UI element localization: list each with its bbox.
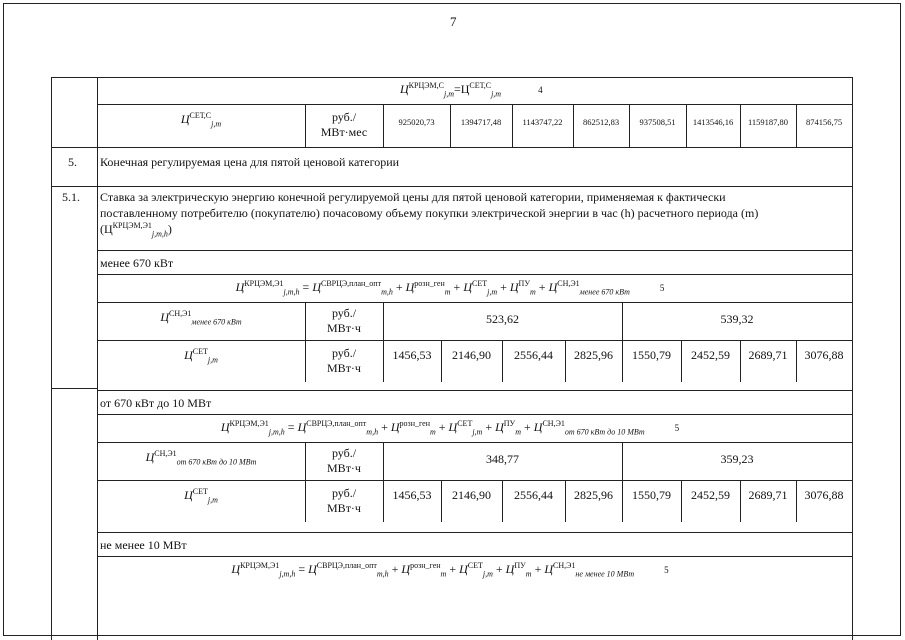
tier1-heading: менее 670 кВт [100, 256, 174, 270]
subscript [430, 427, 436, 436]
tier1-row-set-unit [305, 346, 383, 376]
symbol: Ц [459, 562, 468, 576]
symbol: Ц [308, 562, 317, 576]
section-5-1-text-line3: $(Ц^{КРЦЭМ,Э1}_{j,m,h})$ [100, 221, 172, 239]
superscript: СЕТ [467, 561, 483, 570]
superscript: ПУ [503, 419, 516, 428]
subscript-text: m [530, 287, 536, 297]
value-cell: 3076,88 [804, 488, 844, 502]
symbol: Ц [235, 280, 245, 294]
value-cell: 2556,44 [514, 348, 553, 362]
subscript-text: m,h [376, 569, 389, 579]
section-5-1-text-line1: Ставка за электрическую энергию конечной регулируемой цены для пятой ценовой категории, применяемая к фактически [100, 190, 726, 204]
superscript: СВРЦЭ,план_опт [321, 279, 382, 288]
operator: + [391, 562, 399, 576]
superscript: СВРЦЭ,план_опт [316, 561, 377, 570]
divider [97, 414, 852, 415]
symbol: Ц [448, 420, 458, 434]
operator: + [453, 280, 461, 294]
subscript-text: от 670 кВт до 10 МВт [176, 457, 257, 467]
operator: + [449, 562, 457, 576]
table-left-border [51, 77, 52, 640]
superscript: СН,Э1 [169, 309, 192, 318]
tier3-heading: не менее 10 МВт [100, 538, 187, 552]
subscript-text: j,m,h [279, 569, 296, 579]
tier3-formula [150, 562, 750, 577]
value-cell: 1550,79 [632, 488, 671, 502]
value-cell: 2689,71 [748, 348, 788, 362]
divider [51, 388, 97, 389]
superscript: СН,Э1 [542, 419, 565, 428]
superscript: СН,Э1 [553, 561, 576, 570]
subscript-text: j,m [487, 287, 498, 297]
value-cell: 862512,83 [582, 117, 620, 127]
operator: + [534, 562, 542, 576]
superscript: КРЦЭМ,Э1 [229, 419, 269, 428]
value-cell: 3076,88 [804, 348, 844, 362]
subscript [472, 427, 482, 436]
subscript-text: от 670 кВт до 10 МВт [564, 427, 645, 437]
subscript-text: j,m [207, 355, 218, 365]
subscript [441, 569, 447, 578]
subscript-text: не менее 10 МВт [575, 569, 635, 579]
symbol: Ц [390, 420, 400, 434]
subscript [530, 287, 536, 296]
subscript [483, 569, 493, 578]
divider [97, 442, 852, 443]
value-cell: 2146,90 [452, 488, 491, 502]
tier2-heading: от 670 кВт до 10 МВт [100, 396, 212, 410]
subscript [208, 495, 218, 504]
tier2-row-set-label [97, 488, 305, 503]
unit-line: МВт·ч [327, 321, 361, 335]
unit-line: МВт·ч [327, 461, 361, 475]
subscript [284, 287, 300, 296]
section-5-title: Конечная регулируемая цена для пятой ценовой категории [100, 155, 400, 169]
symbol: Ц [495, 420, 504, 434]
value-cell: 1159187,80 [747, 117, 789, 127]
superscript: КРЦЭМ,Э1 [240, 561, 280, 570]
superscript: СЕТ [192, 347, 208, 356]
table-right-border [852, 77, 853, 640]
formula-ref: 5 [664, 565, 669, 575]
value-cell: 2452,59 [691, 488, 730, 502]
value-cell: 523,62 [486, 312, 519, 326]
subscript-text: m [525, 569, 532, 579]
symbol: Ц [548, 280, 558, 294]
subscript [515, 427, 521, 436]
symbol: Ц [533, 420, 543, 434]
value-cell: 1550,79 [632, 348, 671, 362]
section-5-1-text-line2: поставленному потребителю (покупателю) почасовому объему покупки электрической энергии в час (h) расчетного периода (m) [100, 206, 759, 220]
subscript [526, 569, 532, 578]
tier2-formula [150, 420, 750, 435]
value-cell: 1143747,22 [522, 117, 563, 127]
unit-c: руб./ МВт·мес [320, 110, 368, 139]
divider [97, 480, 852, 481]
table-top-border [51, 77, 852, 78]
symbol: Ц [544, 562, 554, 576]
divider [97, 532, 852, 533]
tier1-formula [150, 280, 750, 295]
symbol: Ц [184, 488, 193, 502]
subscript [366, 427, 378, 436]
subscript [381, 287, 393, 296]
divider [740, 104, 741, 147]
divider [97, 340, 852, 341]
subscript [575, 569, 634, 578]
superscript: СЕТ [457, 419, 473, 428]
unit-line: руб./ [331, 306, 357, 320]
subscript [269, 427, 285, 436]
operator: + [524, 420, 531, 434]
symbol: Ц [463, 280, 472, 294]
subscript-text: m [429, 427, 436, 437]
page-number: 7 [450, 14, 457, 29]
operator: = [298, 562, 306, 576]
value-cell: 1456,53 [392, 488, 432, 502]
superscript: розн_ген [399, 419, 430, 428]
symbol: Ц [312, 280, 321, 294]
tier1-row-sn-label [97, 310, 305, 325]
divider [97, 250, 852, 251]
superscript: СН,Э1 [154, 449, 177, 458]
symbol: Ц [184, 348, 193, 362]
subscript-text: m,h [366, 427, 379, 437]
subscript-text: j,m [207, 495, 218, 505]
subscript-text: m,h [381, 287, 393, 297]
symbol: Ц [401, 562, 411, 576]
operator: = [287, 420, 295, 434]
superscript: СВРЦЭ,план_опт [306, 419, 367, 428]
unit-line: руб./ [331, 486, 357, 500]
unit-line: МВт·ч [327, 501, 361, 515]
superscript: розн_ген [414, 279, 445, 288]
divider [97, 274, 852, 275]
divider [629, 104, 630, 147]
operator: + [495, 562, 503, 576]
subscript-text: j,m,h [268, 427, 285, 437]
value-cell: 874156,75 [805, 117, 843, 127]
subscript-text: менее 670 кВт [191, 317, 242, 327]
superscript: СЕТ [192, 487, 208, 496]
operator: + [485, 420, 493, 434]
value-cell: 2689,71 [748, 488, 788, 502]
symbol: Ц [509, 280, 519, 294]
section-5-number: 5. [68, 155, 77, 169]
divider [686, 104, 687, 147]
tier2-row-sn-unit [305, 446, 383, 476]
value-cell: 2452,59 [691, 348, 730, 362]
subscript-text: j,m,h [283, 287, 300, 297]
divider [51, 147, 852, 148]
unit-line: МВт·ч [327, 361, 361, 375]
subscript-text: менее 670 кВт [579, 287, 630, 297]
symbol: Ц [145, 450, 155, 464]
value-cell: 925020,73 [398, 117, 435, 127]
subscript-text: m [440, 569, 447, 579]
value-cell: 359,23 [720, 452, 754, 466]
divider [512, 104, 513, 147]
value-cell: 2825,96 [574, 348, 613, 362]
value-cell: 937508,51 [639, 117, 676, 127]
divider [573, 104, 574, 147]
subscript [208, 355, 218, 364]
tier1-row-sn-unit [305, 306, 383, 336]
subscript [565, 427, 645, 436]
symbol: Ц [160, 310, 170, 324]
superscript: СЕТ [471, 279, 488, 288]
tier1-row-set-label [97, 348, 305, 363]
value-cell: 1394717,48 [460, 117, 502, 127]
superscript: ПУ [514, 561, 526, 570]
value-cell: 2146,90 [452, 348, 491, 362]
symbol: Ц [405, 280, 415, 294]
unit-line: руб./ [331, 446, 357, 460]
row-label-set-c: $Ц^{СЕТ,С}_{j,m}$ [180, 111, 222, 129]
section-5-1-number: 5.1. [62, 190, 80, 204]
subscript [177, 457, 257, 466]
formula-ref: 5 [674, 423, 680, 433]
superscript: ПУ [518, 279, 530, 288]
value-cell: 539,32 [720, 312, 754, 326]
subscript [279, 569, 295, 578]
superscript: КРЦЭМ,Э1 [244, 279, 284, 288]
subscript [191, 317, 241, 326]
subscript-text: m [444, 287, 451, 297]
formula-c: $Ц^{КРЦЭМ,С}_{j,m}=Ц^{СЕТ,С}_{j,m}$ 4 [400, 81, 543, 99]
subscript [580, 287, 630, 296]
value-cell: 1456,53 [392, 348, 432, 362]
operator: + [381, 420, 388, 434]
subscript [377, 569, 389, 578]
divider [97, 302, 852, 303]
operator: = [302, 280, 310, 294]
subscript-text: j,m [482, 569, 493, 579]
value-cell: 2825,96 [574, 488, 613, 502]
divider [97, 556, 852, 557]
divider [97, 104, 852, 105]
symbol: Ц [220, 420, 230, 434]
value-cell: 348,77 [486, 452, 519, 466]
unit-line: руб./ [331, 346, 357, 360]
subscript [487, 287, 497, 296]
subscript-text: m [515, 427, 522, 437]
superscript: розн_ген [410, 561, 441, 570]
symbol: Ц [297, 420, 307, 434]
operator: + [395, 280, 403, 294]
divider [97, 390, 852, 391]
operator: + [438, 420, 446, 434]
subscript [445, 287, 451, 296]
subscript-text: j,m [472, 427, 483, 437]
formula-ref: 5 [659, 283, 665, 293]
value-cell: 2556,44 [514, 488, 553, 502]
tier2-row-sn-label [97, 450, 305, 465]
symbol: Ц [231, 562, 241, 576]
operator: + [500, 280, 507, 294]
symbol: Ц [505, 562, 515, 576]
divider [450, 104, 451, 147]
tier2-row-set-unit [305, 486, 383, 516]
superscript: СН,Э1 [557, 279, 580, 288]
operator: + [538, 280, 546, 294]
divider [51, 186, 852, 187]
divider [796, 104, 797, 147]
value-cell: 1413546,16 [692, 117, 734, 127]
